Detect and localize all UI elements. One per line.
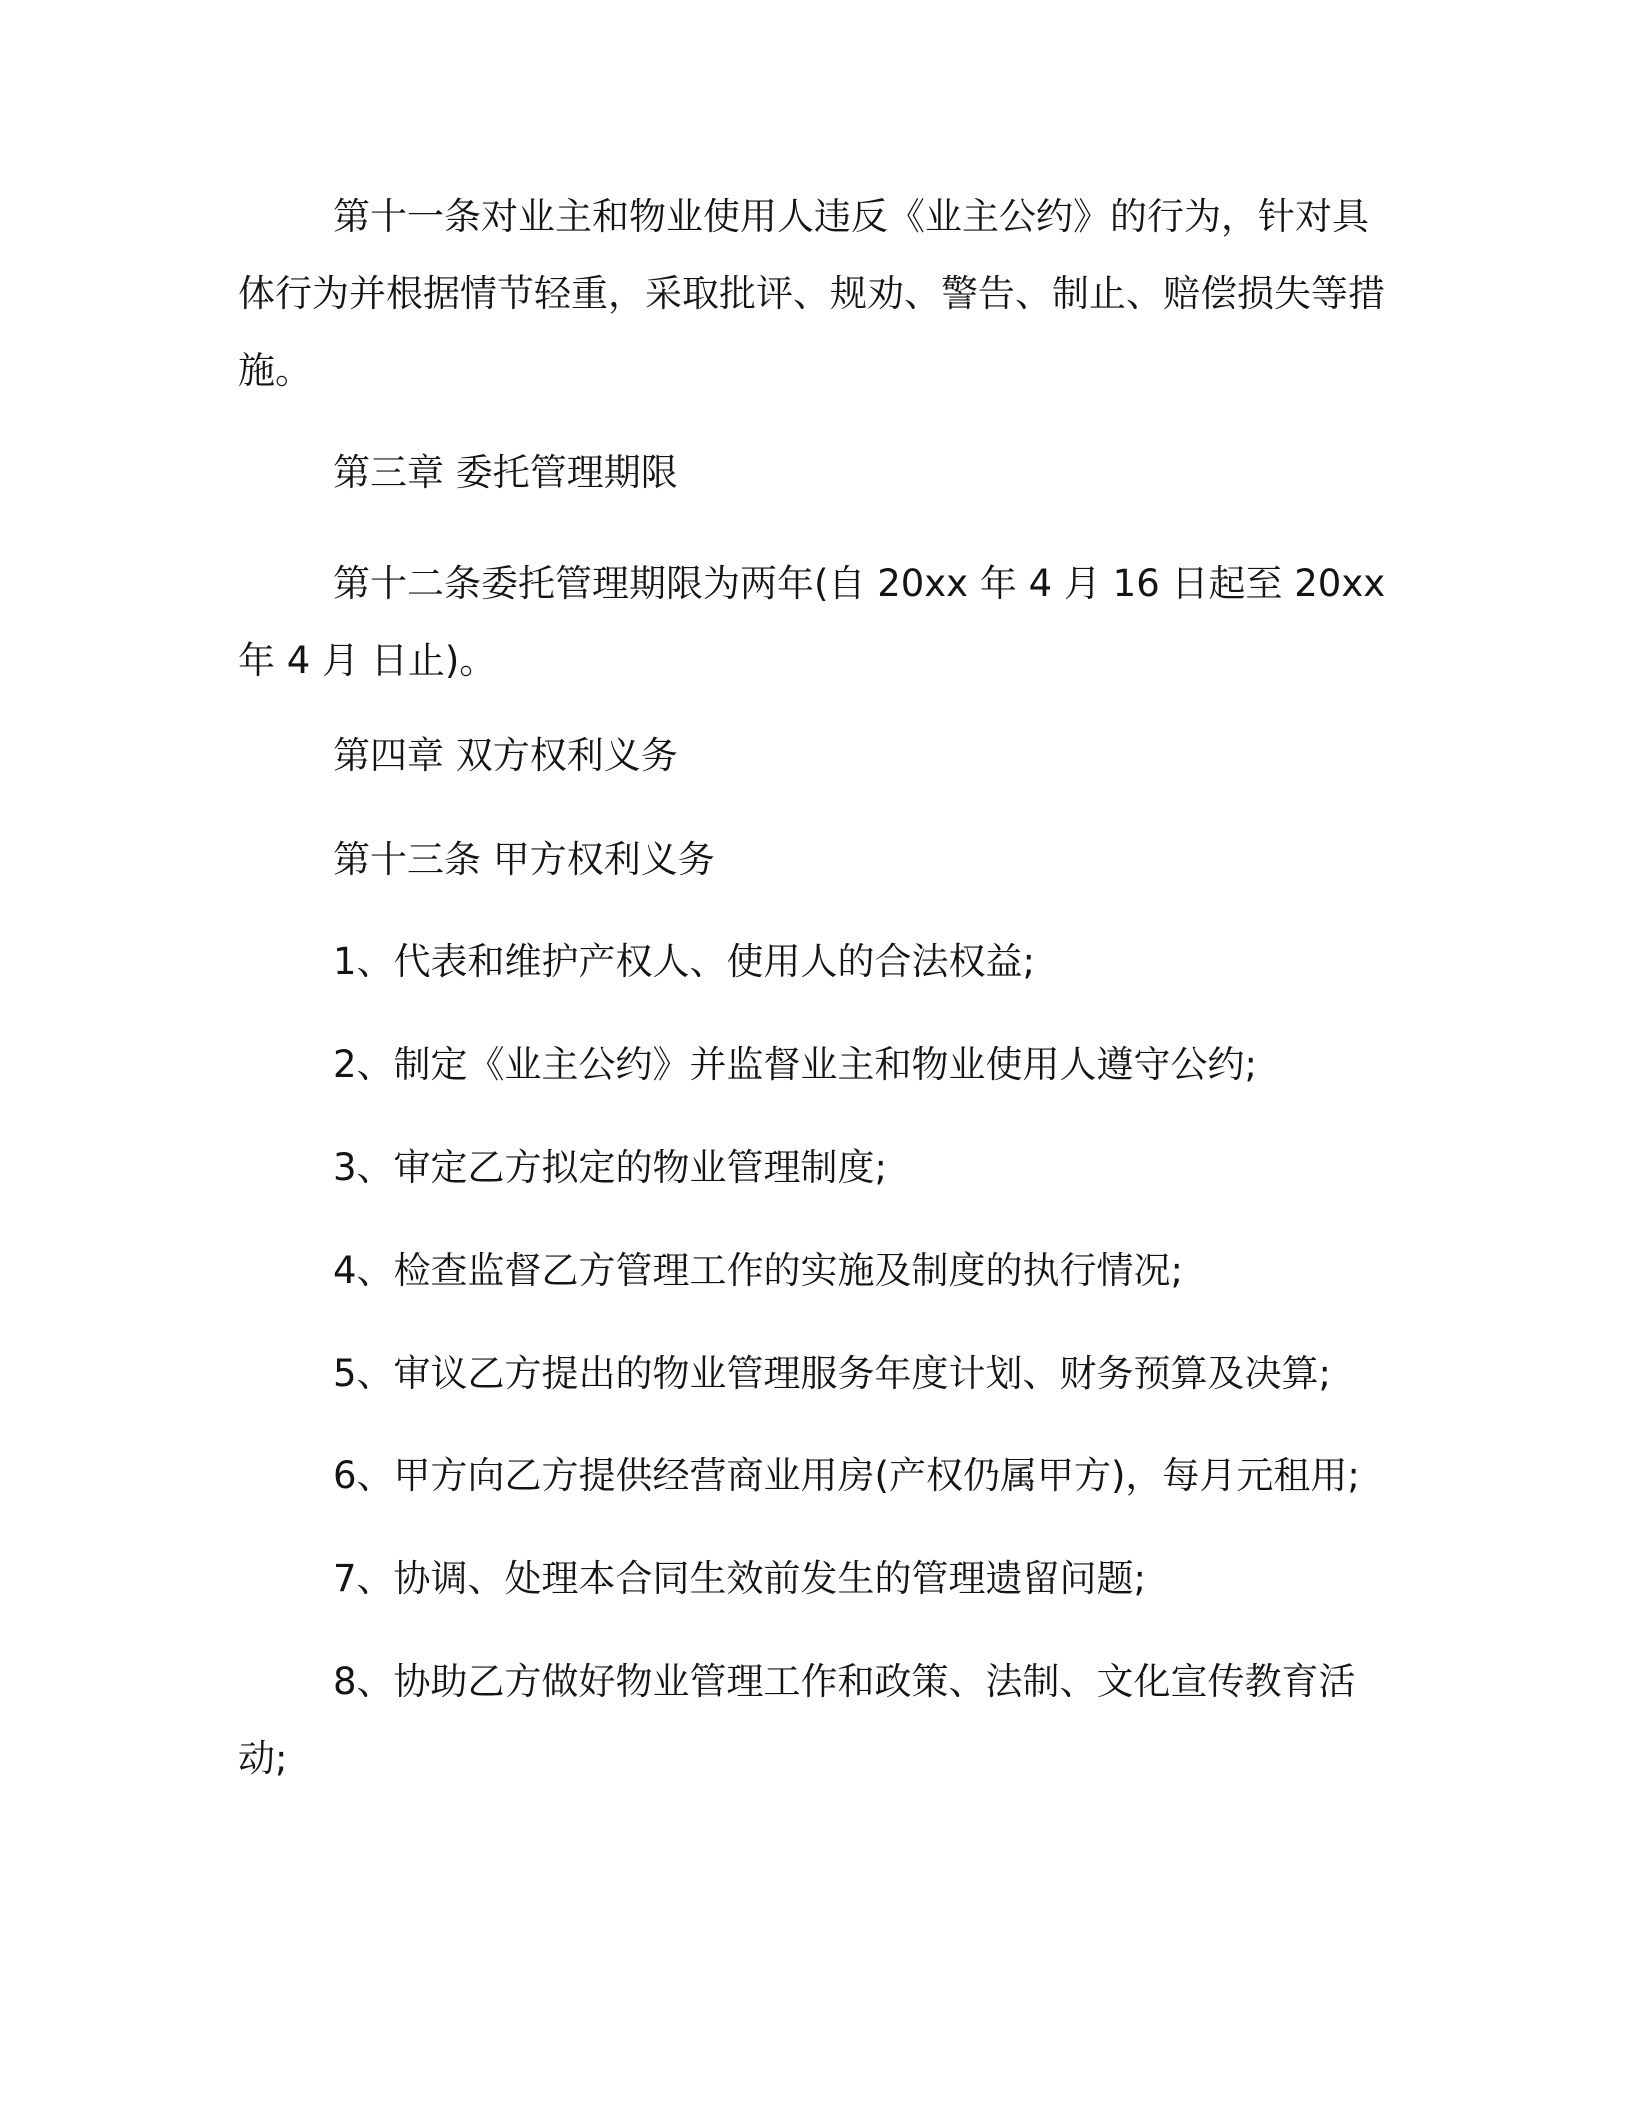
chapter-3-heading: 第三章 委托管理期限 — [333, 451, 678, 494]
list-item-8: 8、协助乙方做好物业管理工作和政策、法制、文化宣传教育活动; — [238, 1660, 1356, 1780]
list-item-4: 4、检查监督乙方管理工作的实施及制度的执行情况; — [333, 1249, 1184, 1292]
list-item-3: 3、审定乙方拟定的物业管理制度; — [333, 1146, 888, 1189]
article-11-paragraph: 第十一条对业主和物业使用人违反《业主公约》的行为，针对具体行为并根据情节轻重，采取批评、规劝、警告、制止、赔偿损失等措施。 — [238, 195, 1385, 392]
list-item-1: 1、代表和维护产权人、使用人的合法权益; — [333, 940, 1036, 983]
list-item-5: 5、审议乙方提出的物业管理服务年度计划、财务预算及决算; — [333, 1352, 1332, 1395]
article-13-heading: 第十三条 甲方权利义务 — [333, 838, 715, 881]
chapter-4-heading: 第四章 双方权利义务 — [333, 734, 678, 777]
list-item-7: 7、协调、处理本合同生效前发生的管理遗留问题; — [333, 1557, 1147, 1600]
article-12-paragraph: 第十二条委托管理期限为两年(自 20xx 年 4 月 16 日起至 20xx 年 4 月 日止)。 — [238, 562, 1386, 682]
list-item-6: 6、甲方向乙方提供经营商业用房(产权仍属甲方)，每月元租用; — [333, 1454, 1360, 1497]
list-item-2: 2、制定《业主公约》并监督业主和物业使用人遵守公约; — [333, 1043, 1258, 1086]
